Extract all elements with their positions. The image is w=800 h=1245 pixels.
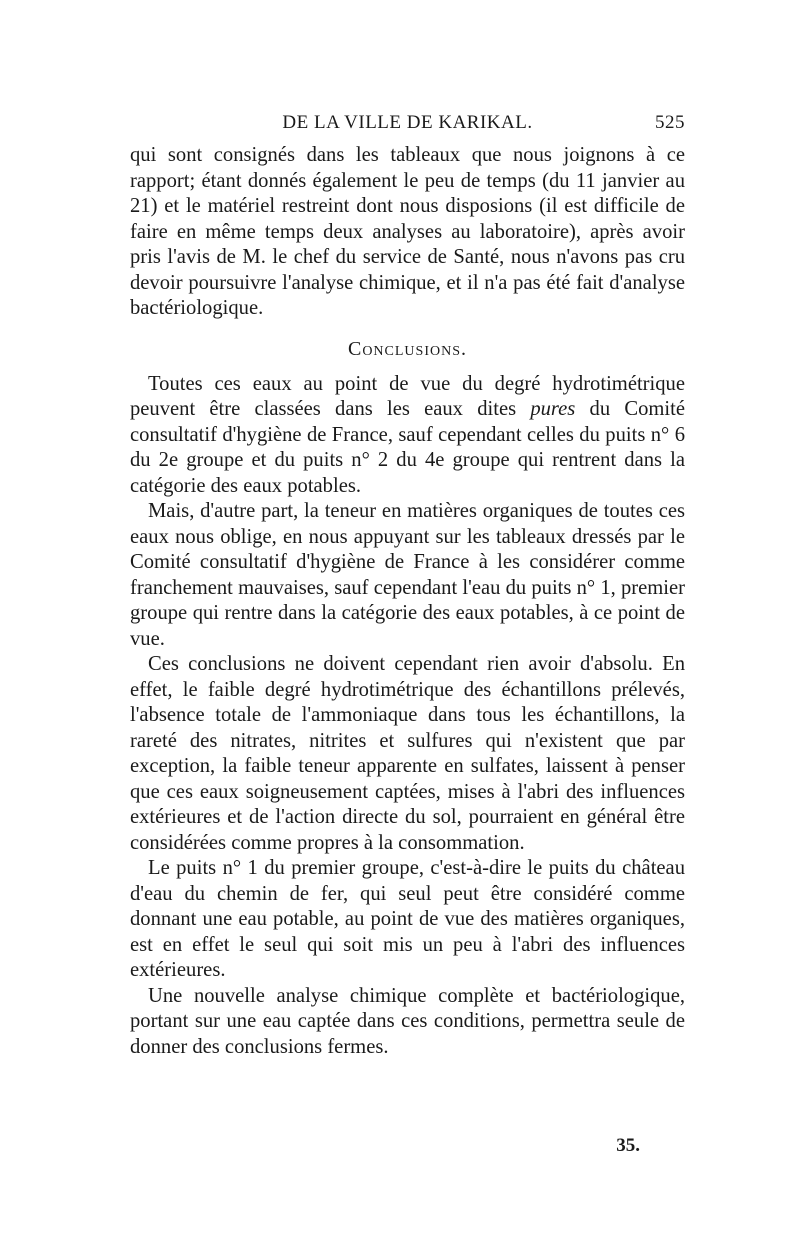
paragraph-not-absolute: Ces conclusions ne doivent cependant rien avoir d'absolu. En effet, le faible degré hydrotimétrique des échantillons prélevés, l'absence totale de l'ammoniaque dans tous les échantillons, la rareté des nitrates, nitrites et sulfures qui n'existent que par exception, la faible teneur apparente en sulfates, laissent à penser que ces eaux soigneusement captées, mises à l'abri des influences extérieures et de l'action directe du sol, pourraient en général être considérées comme propres à la consommation. — [130, 653, 685, 854]
paragraph-text: du Comité consultatif d'hygiène de France, sauf cependant celles du puits n° 6 du 2e groupe et du puits n° 2 du 4e groupe qui rentrent dans la catégorie des eaux potables. — [130, 398, 685, 497]
running-title: DE LA VILLE DE KARIKAL. — [282, 112, 533, 133]
paragraph-hydrotimetric — [130, 372, 685, 500]
paragraph-continuation: qui sont consignés dans les tableaux que nous joignons à ce rapport; étant donnés également le peu de temps (du 11 janvier au 21) et le matériel restreint dont nous disposions (il est difficile de faire en même temps deux analyses au laboratoire), après avoir pris l'avis de M. le chef du service de Santé, nous n'avons pas cru devoir poursuivre l'analyse chimique, et il n'a pas été fait d'analyse bactériologique. — [130, 144, 685, 319]
paragraph-new-analysis: Une nouvelle analyse chimique complète et bactériologique, portant sur une eau captée dans ces conditions, permettra seule de donner des conclusions fermes. — [130, 984, 685, 1058]
paragraph-well-one: Le puits n° 1 du premier groupe, c'est-à-dire le puits du château d'eau du chemin de fer, qui seul peut être considéré comme donnant une eau potable, au point de vue des matières organiques, est en effet le seul qui soit mis un peu à l'abri des influences extérieures. — [130, 857, 685, 981]
signature-mark: 35. — [616, 1135, 640, 1156]
emphasis-pures: pures — [530, 398, 576, 420]
body-text — [130, 143, 685, 1060]
section-heading-conclusions: Conclusions. — [347, 337, 467, 360]
paragraph-organic-matter: Mais, d'autre part, la teneur en matières organiques de toutes ces eaux nous oblige, en nous appuyant sur les tableaux dressés par le Comité consultatif d'hygiène de France à les considérer comme franchement mauvaises, sauf cependant l'eau du puits n° 1, premier groupe qui rentre dans la catégorie des eaux potables, à ce point de vue. — [130, 500, 685, 650]
page-number: 525 — [655, 112, 685, 133]
running-head — [130, 112, 685, 142]
paragraph-text: Toutes ces eaux au point de vue du degré hydrotimétrique peuvent être classées dans les eaux dites — [130, 372, 685, 420]
